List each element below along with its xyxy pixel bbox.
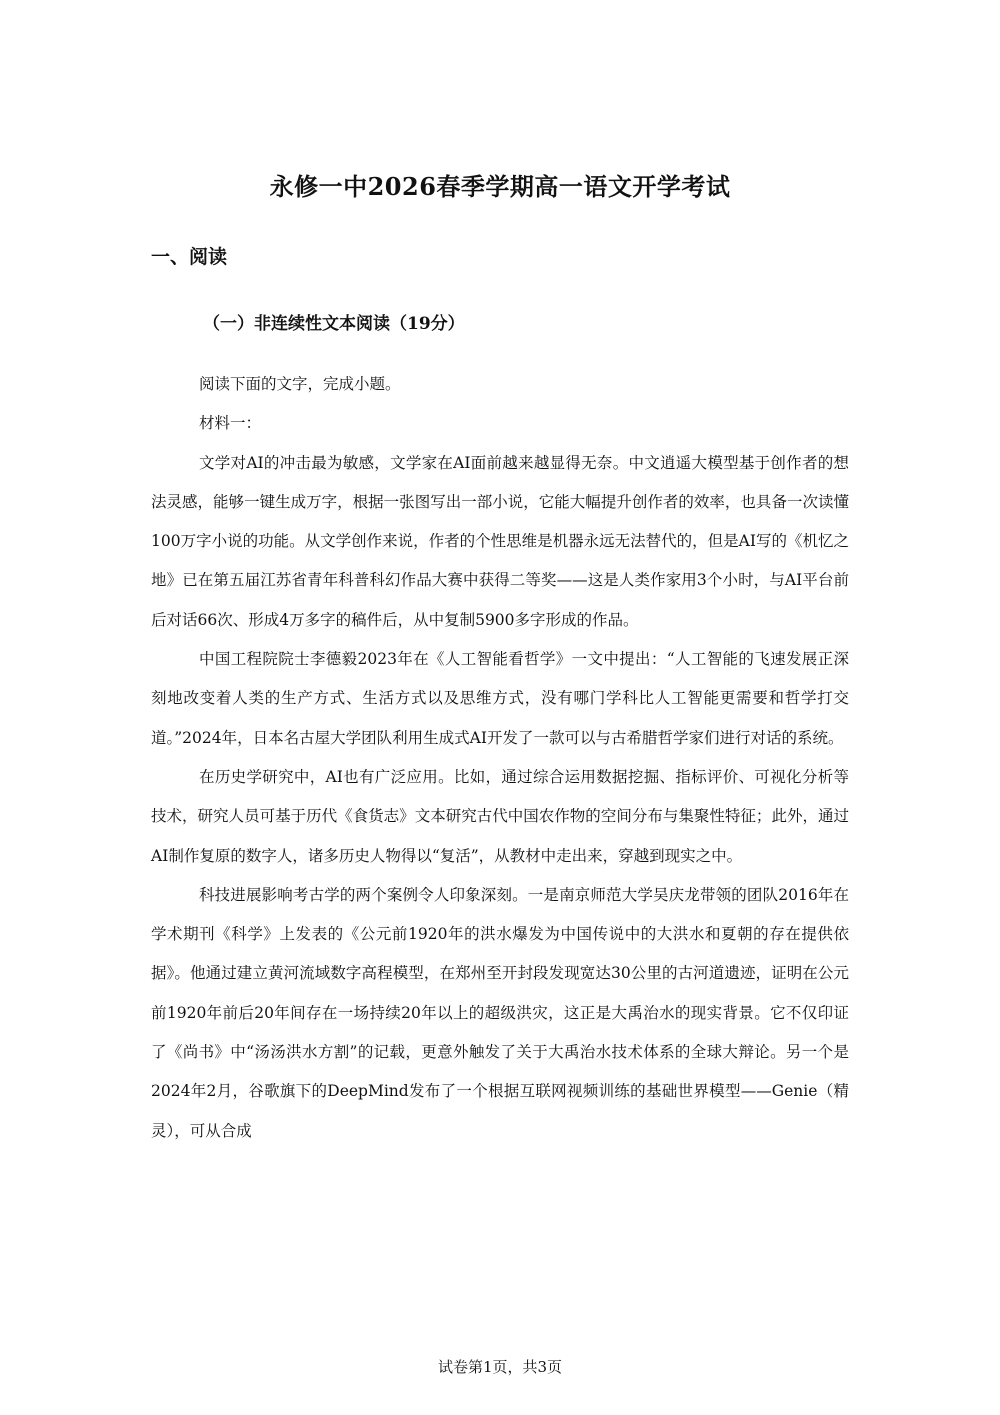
section-heading-reading: 一、阅读 [151,246,228,268]
passage-paragraph: 中国工程院院士李德毅2023年在《人工智能看哲学》一文中提出：“人工智能的飞速发展正深刻地改变着人类的生产方式、生活方式以及思维方式，没有哪门学科比人工智能更需要和哲学打交道。”2024年，日本名古屋大学团队利用生成式AI开发了一款可以与古希腊哲学家们进行对话的系统。 [151,650,849,747]
material-label: 材料一： [199,414,262,433]
exam-title: 永修一中2026春季学期高一语文开学考试 [269,172,731,201]
reading-passage [151,365,849,1151]
passage-paragraph: 科技进展影响考古学的两个案例令人印象深刻。一是南京师范大学吴庆龙带领的团队2016年在学术期刊《科学》上发表的《公元前1920年的洪水爆发为中国传说中的大洪水和夏朝的存在提供依据》。他通过建立黄河流域数字高程模型，在郑州至开封段发现宽达30公里的古河道遗迹，证明在公元前1920年前后20年间存在一场持续20年以上的超级洪灾，这正是大禹治水的现实背景。它不仅印证了《尚书》中“汤汤洪水方割”的记载，更意外触发了关于大禹治水技术体系的全球大辩论。另一个是2024年2月，谷歌旗下的DeepMind发布了一个根据互联网视频训练的基础世界模型——Genie（精灵），可从合成 [151,885,849,1140]
page-footer: 试卷第1页，共3页 [437,1358,563,1376]
instruction-paragraph: 阅读下面的文字，完成小题。 [199,375,401,393]
sub-heading-non-continuous-text: （一）非连续性文本阅读（19分） [203,314,465,334]
passage-paragraph: 文学对AI的冲击最为敏感，文学家在AI面前越来越显得无奈。中文逍遥大模型基于创作者的想法灵感，能够一键生成万字，根据一张图写出一部小说，它能大幅提升创作者的效率，也具备一次读懂100万字小说的功能。从文学创作来说，作者的个性思维是机器永远无法替代的，但是AI写的《机忆之地》已在第五届江苏省青年科普科幻作品大赛中获得二等奖——这是人类作家用3个小时，与AI平台前后对话66次、形成4万多字的稿件后，从中复制5900多字形成的作品。 [151,453,849,629]
passage-paragraph: 在历史学研究中，AI也有广泛应用。比如，通过综合运用数据挖掘、指标评价、可视化分析等技术，研究人员可基于历代《食货志》文本研究古代中国农作物的空间分布与集聚性特征；此外，通过AI制作复原的数字人，诸多历史人物得以“复活”，从教材中走出来，穿越到现实之中。 [151,767,849,865]
